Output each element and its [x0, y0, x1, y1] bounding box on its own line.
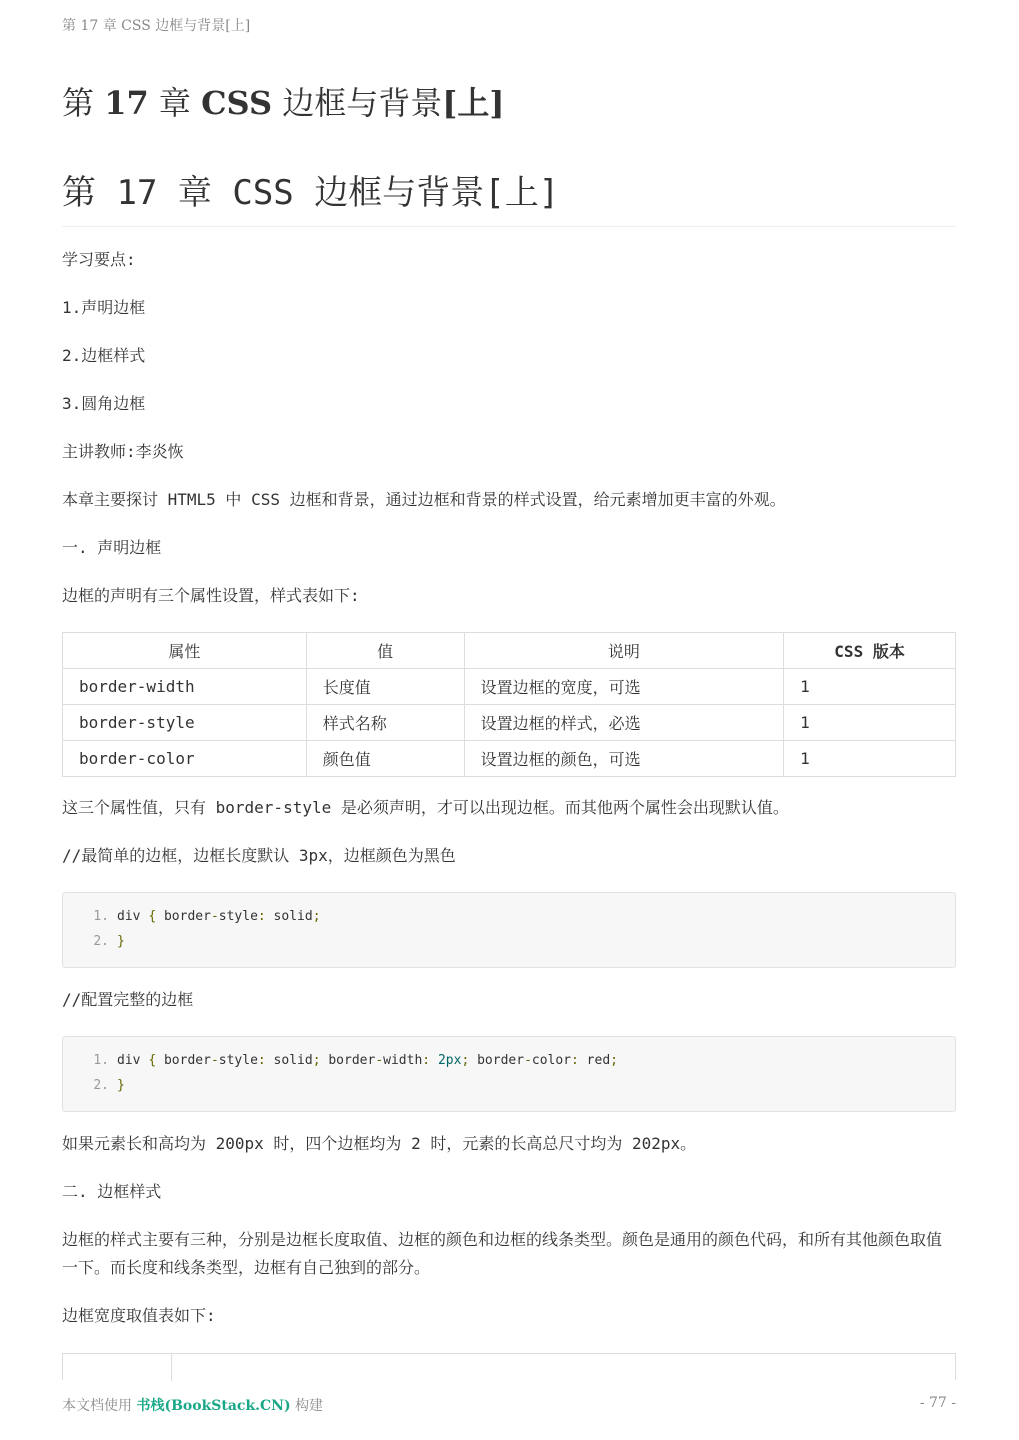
- cell-description: 设置边框的样式，必选: [464, 705, 784, 741]
- point-3: 3.圆角边框: [62, 394, 146, 413]
- size-note: 如果元素长和高均为 200px 时，四个边框均为 2 时，元素的长高总尺寸均为 202px。: [62, 1134, 697, 1153]
- code-token: :: [257, 909, 266, 924]
- chapter-summary: 本章主要探讨 HTML5 中 CSS 边框和背景，通过边框和背景的样式设置，给元素增加更丰富的外观。: [62, 490, 786, 509]
- code-token: -: [524, 1053, 532, 1068]
- header-value: 值: [306, 633, 464, 669]
- code-block-simple: [62, 892, 956, 968]
- cell-property: border-color: [63, 741, 307, 777]
- code-token: -: [210, 1053, 219, 1068]
- footer-brand-link[interactable]: 书栈(BookStack.CN): [136, 1398, 291, 1414]
- chapter-title-mid: 章: [148, 84, 202, 122]
- footer-prefix: 本文档使用: [62, 1398, 137, 1414]
- table-intro: 边框的声明有三个属性设置，样式表如下:: [62, 586, 360, 605]
- code-line: [63, 1049, 955, 1074]
- chapter-title-post: 边框与背景: [272, 84, 443, 122]
- table-header-row: [63, 633, 956, 669]
- cell-value: 长度值: [306, 669, 464, 705]
- section2-paragraph: 边框的样式主要有三种，分别是边框长度取值、边框的颜色和边框的线条类型。颜色是通用的颜色代码，和所有其他颜色取值一下。而长度和线条类型，边框有自己独到的部分。: [62, 1230, 943, 1277]
- code-line: [63, 905, 955, 930]
- code-token: }: [117, 933, 125, 949]
- section2-heading: 二. 边框样式: [62, 1182, 162, 1201]
- code-comment-full: //配置完整的边框: [62, 990, 194, 1009]
- code-token: :: [257, 1053, 266, 1068]
- header-css-version: CSS 版本: [784, 633, 956, 669]
- cell-version: 1: [784, 741, 956, 777]
- line-number: 2.: [93, 933, 109, 949]
- code-line: [63, 1074, 955, 1099]
- point-2: 2.边框样式: [62, 346, 146, 365]
- header-description: 说明: [464, 633, 784, 669]
- code-token: width: [383, 1053, 423, 1068]
- table-row: [63, 741, 956, 777]
- cell-property: border-style: [63, 705, 307, 741]
- code-token: div: [117, 1053, 149, 1068]
- chapter-title-pre: 第: [62, 84, 105, 122]
- code-token: 2px: [430, 1053, 462, 1068]
- code-token: style: [218, 909, 258, 924]
- cell-value: 颜色值: [306, 741, 464, 777]
- header-attribute: 属性: [63, 633, 307, 669]
- learning-points-label: 学习要点:: [62, 250, 136, 269]
- code-token: }: [117, 1077, 125, 1093]
- code-token: solid: [265, 1053, 313, 1068]
- footer-suffix: 构建: [290, 1398, 324, 1414]
- border-width-table-partial: [62, 1353, 956, 1380]
- table-column-divider: [171, 1354, 172, 1381]
- chapter-title-num: 17: [104, 84, 149, 122]
- section1-heading: 一. 声明边框: [62, 538, 162, 557]
- code-token: border: [320, 1053, 376, 1068]
- line-number: 1.: [93, 1053, 109, 1068]
- teacher-line: 主讲教师:李炎恢: [62, 442, 184, 461]
- running-header: 第 17 章 CSS 边框与背景[上]: [62, 18, 251, 34]
- code-token: {: [148, 909, 157, 924]
- code-token: :: [422, 1053, 431, 1068]
- table-row: [63, 669, 956, 705]
- code-token: red: [578, 1053, 611, 1068]
- code-token: ;: [312, 1053, 321, 1068]
- code-line: [63, 930, 955, 955]
- line-number: 1.: [93, 909, 109, 924]
- code-token: {: [148, 1053, 157, 1068]
- code-token: ;: [461, 1053, 470, 1068]
- border-style-note: 这三个属性值，只有 border-style 是必须声明，才可以出现边框。而其他两个属性会出现默认值。: [62, 798, 789, 817]
- code-token: -: [210, 909, 219, 924]
- code-token: :: [571, 1053, 579, 1068]
- code-token: ;: [610, 1053, 618, 1068]
- chapter-title: [62, 78, 505, 124]
- cell-description: 设置边框的颜色，可选: [464, 741, 784, 777]
- section-h1: 第 17 章 CSS 边框与背景[上]: [62, 170, 956, 227]
- border-properties-table: [62, 632, 956, 777]
- cell-description: 设置边框的宽度，可选: [464, 669, 784, 705]
- code-token: border: [156, 1053, 211, 1068]
- code-token: div: [117, 909, 149, 924]
- cell-property: border-width: [63, 669, 307, 705]
- code-token: -: [375, 1053, 384, 1068]
- code-token: border: [469, 1053, 525, 1068]
- cell-version: 1: [784, 669, 956, 705]
- width-table-intro: 边框宽度取值表如下:: [62, 1306, 216, 1325]
- code-comment-simple: //最简单的边框，边框长度默认 3px，边框颜色为黑色: [62, 846, 456, 865]
- footer-credit: [62, 1395, 323, 1415]
- code-token: solid: [265, 909, 313, 924]
- cell-version: 1: [784, 705, 956, 741]
- code-token: color: [531, 1053, 572, 1068]
- chapter-title-css: CSS: [201, 84, 273, 122]
- code-token: border: [156, 909, 211, 924]
- code-token: ;: [312, 909, 321, 924]
- table-row: [63, 705, 956, 741]
- code-block-full: [62, 1036, 956, 1112]
- point-1: 1.声明边框: [62, 298, 146, 317]
- chapter-title-tag: [上]: [442, 84, 505, 122]
- page-number: - 77 -: [919, 1395, 956, 1411]
- line-number: 2.: [93, 1077, 109, 1093]
- cell-value: 样式名称: [306, 705, 464, 741]
- code-token: style: [218, 1053, 258, 1068]
